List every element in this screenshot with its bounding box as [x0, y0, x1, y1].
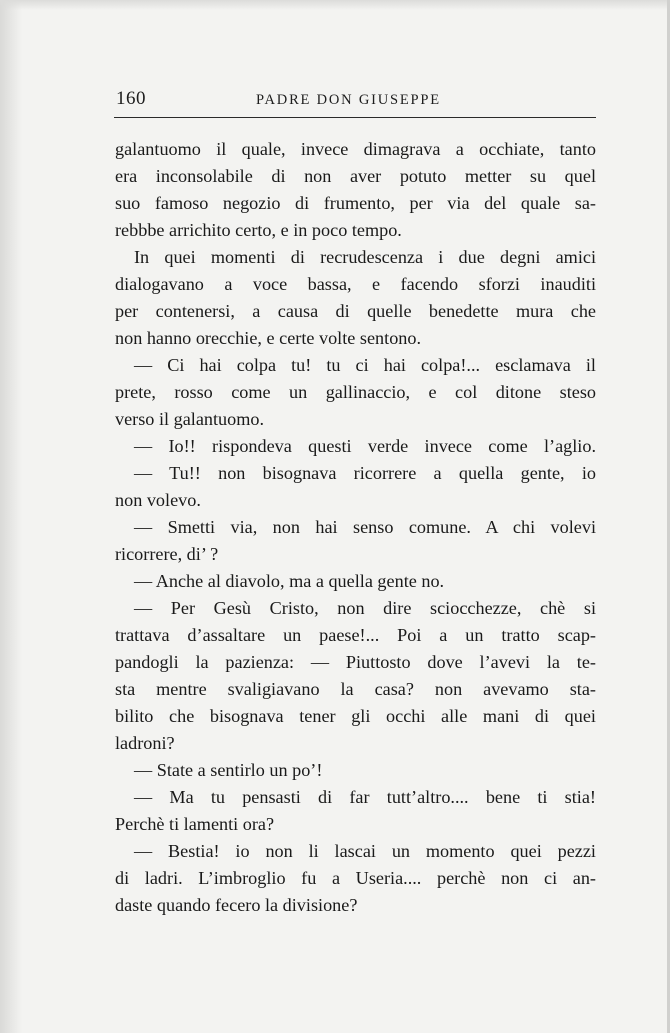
- text-line: daste quando fecero la divisione?: [115, 895, 358, 915]
- text-line: galantuomo il quale, invece dimagrava a occhiate, tanto: [115, 139, 596, 159]
- text-line: — Tu!! non bisognava ricorrere a quella gente, io: [134, 463, 596, 483]
- text-line: suo famoso negozio di frumento, per via del quale sa-: [115, 193, 596, 213]
- text-line: non hanno orecchie, e certe volte sentono.: [115, 328, 422, 348]
- text-line: era inconsolabile di non aver potuto metter su quel: [115, 166, 596, 186]
- text-line: — Per Gesù Cristo, non dire sciocchezze, chè si: [134, 598, 596, 618]
- text-line: pandogli la pazienza: — Piuttosto dove l’avevi la te-: [115, 652, 596, 672]
- text-line: prete, rosso come un gallinaccio, e col ditone steso: [115, 382, 596, 402]
- text-line: rebbbe arrichito certo, e in poco tempo.: [115, 220, 402, 240]
- header-rule: [114, 117, 596, 118]
- text-line: dialogavano a voce bassa, e facendo sforzi inauditi: [115, 274, 596, 294]
- text-line: — Bestia! io non li lascai un momento quei pezzi: [134, 841, 596, 861]
- page-header: [116, 88, 596, 112]
- text-line: — Anche al diavolo, ma a quella gente no.: [134, 571, 445, 591]
- text-line: — Ma tu pensasti di far tutt’altro.... bene ti stia!: [134, 787, 596, 807]
- text-line: — State a sentirlo un po’!: [134, 760, 323, 780]
- scan-shadow-top: [0, 0, 670, 10]
- text-line: ladroni?: [115, 733, 175, 753]
- text-line: Perchè ti lamenti ora?: [115, 814, 275, 834]
- text-line: verso il galantuomo.: [115, 409, 265, 429]
- body-text: [115, 136, 596, 919]
- text-line: di ladri. L’imbroglio fu a Useria.... perchè non ci an-: [115, 868, 596, 888]
- text-line: ricorrere, di’ ?: [115, 544, 219, 564]
- text-line: — Ci hai colpa tu! tu ci hai colpa!... esclamava il: [134, 355, 596, 375]
- text-line: sta mentre svaligiavano la casa? non avevamo sta-: [115, 679, 596, 699]
- page-number: 160: [116, 88, 146, 109]
- text-line: trattava d’assaltare un paese!... Poi a un tratto scap-: [115, 625, 596, 645]
- text-line: non volevo.: [115, 490, 201, 510]
- text-line: — Io!! rispondeva questi verde invece come l’aglio.: [134, 436, 596, 456]
- running-title: PADRE DON GIUSEPPE: [256, 92, 441, 108]
- text-line: bilito che bisognava tener gli occhi alle mani di quei: [115, 706, 596, 726]
- text-line: In quei momenti di recrudescenza i due degni amici: [134, 247, 596, 267]
- scan-shadow-left: [0, 0, 22, 1033]
- text-line: — Smetti via, non hai senso comune. A chi volevi: [134, 517, 596, 537]
- text-line: per contenersi, a causa di quelle benedette mura che: [115, 301, 596, 321]
